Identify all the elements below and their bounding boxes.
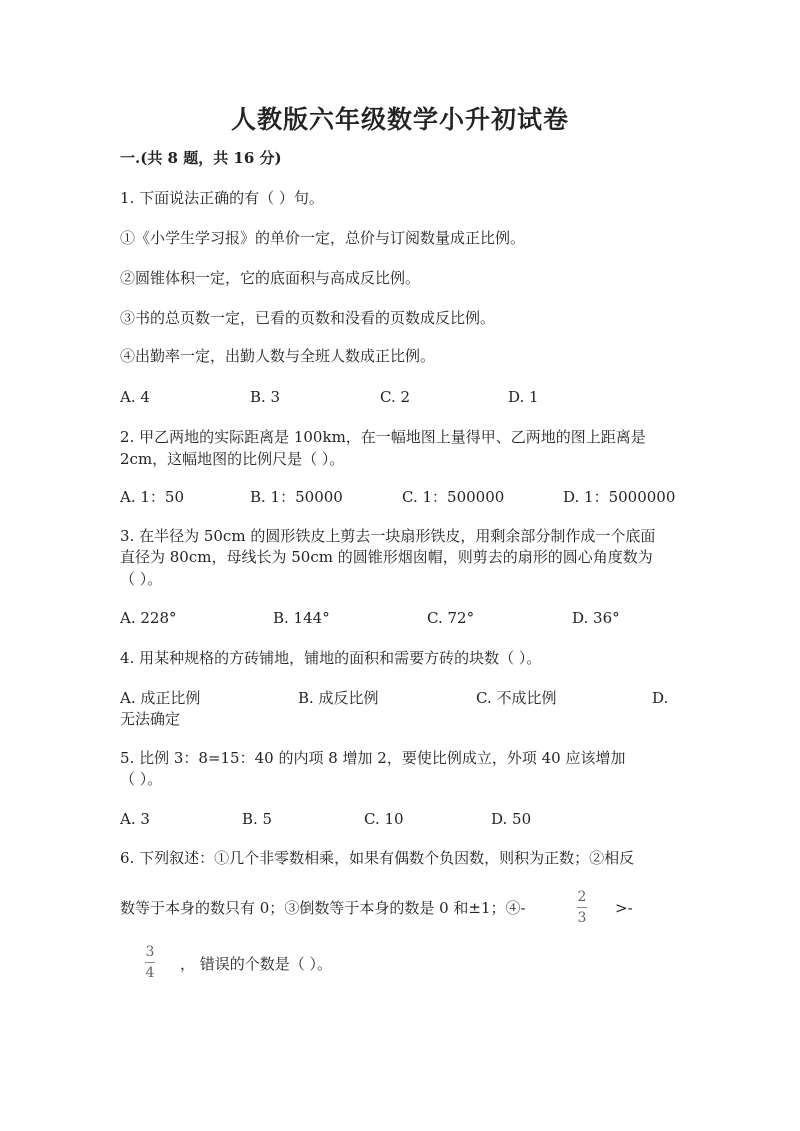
fraction-denominator: 4: [145, 965, 155, 981]
question-4-option-b: B. 成反比例: [298, 689, 379, 707]
question-6-line-2: 数等于本身的数只有 0；③倒数等于本身的数是 0 和±1；④-: [120, 899, 526, 917]
section-heading: 一.(共 8 题，共 16 分): [120, 149, 282, 167]
fraction-three-quarters: [145, 944, 155, 981]
question-1-statement-4: ④出勤率一定，出勤人数与全班人数成正比例。: [120, 347, 436, 365]
question-5-option-c: C. 10: [364, 810, 404, 828]
question-2-option-d: D. 1：5000000: [563, 488, 676, 506]
question-3-line-3: （ ）。: [120, 570, 163, 588]
question-1-option-d: D. 1: [508, 388, 539, 406]
question-4-option-a: A. 成正比例: [120, 689, 201, 707]
question-2-line-1: 2. 甲乙两地的实际距离是 100km，在一幅地图上量得甲、乙两地的图上距离是: [120, 428, 646, 446]
question-6-comparison: >-: [615, 899, 633, 917]
question-1-statement-2: ②圆锥体积一定，它的底面积与高成反比例。: [120, 269, 421, 287]
question-3-line-2: 直径为 80cm，母线长为 50cm 的圆锥形烟囱帽，则剪去的扇形的圆心角度数为: [120, 548, 653, 566]
question-4-option-d-continued: 无法确定: [120, 710, 181, 728]
question-1-option-c: C. 2: [380, 388, 411, 406]
question-3-option-b: B. 144°: [273, 609, 330, 627]
question-2-option-b: B. 1：50000: [250, 488, 343, 506]
question-6-line-3: ， 错误的个数是（ ）。: [180, 955, 333, 973]
question-2-option-c: C. 1：500000: [402, 488, 505, 506]
question-2-option-a: A. 1：50: [120, 488, 184, 506]
question-4-option-d: D.: [652, 689, 669, 707]
question-2-line-2: 2cm，这幅地图的比例尺是（ ）。: [120, 450, 345, 468]
question-3-option-c: C. 72°: [427, 609, 475, 627]
question-1-option-b: B. 3: [250, 388, 281, 406]
fraction-two-thirds: [577, 889, 587, 926]
question-3-option-a: A. 228°: [120, 609, 177, 627]
page-title: 人教版六年级数学小升初试卷: [230, 105, 569, 134]
question-1-option-a: A. 4: [120, 388, 150, 406]
question-5-option-d: D. 50: [491, 810, 532, 828]
question-1-stem: 1. 下面说法正确的有（ ）句。: [120, 189, 324, 207]
question-5-option-b: B. 5: [242, 810, 273, 828]
fraction-denominator: 3: [577, 910, 587, 926]
fraction-bar: [145, 962, 155, 963]
question-4-stem: 4. 用某种规格的方砖铺地，铺地的面积和需要方砖的块数（ ）。: [120, 649, 542, 667]
question-1-statement-3: ③书的总页数一定，已看的页数和没看的页数成反比例。: [120, 309, 496, 327]
fraction-bar: [577, 907, 587, 908]
question-3-line-1: 3. 在半径为 50cm 的圆形铁皮上剪去一块扇形铁皮，用剩余部分制作成一个底面: [120, 527, 656, 545]
question-1-statement-1: ①《小学生学习报》的单价一定，总价与订阅数量成正比例。: [120, 229, 526, 247]
question-5-line-1: 5. 比例 3：8=15：40 的内项 8 增加 2，要使比例成立，外项 40 应该增加: [120, 749, 626, 767]
question-5-option-a: A. 3: [120, 810, 150, 828]
question-5-line-2: （ ）。: [120, 770, 163, 788]
question-4-option-c: C. 不成比例: [476, 689, 557, 707]
question-6-line-1: 6. 下列叙述：①几个非零数相乘，如果有偶数个负因数，则积为正数；②相反: [120, 849, 635, 867]
fraction-numerator: 2: [577, 889, 587, 905]
question-3-option-d: D. 36°: [572, 609, 620, 627]
fraction-numerator: 3: [145, 944, 155, 960]
